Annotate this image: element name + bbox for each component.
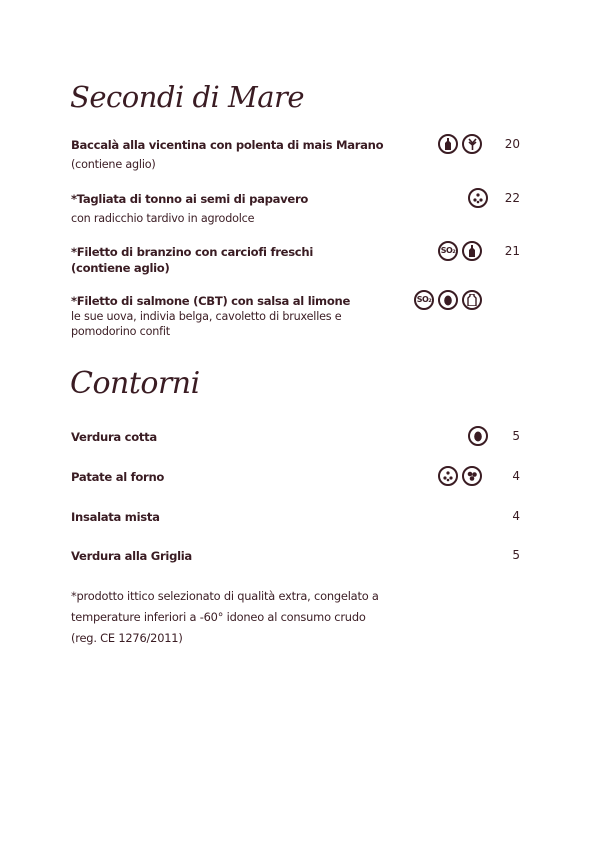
footnote: *prodotto ittico selezionato di qualità extra, congelato a temperature inferiori a -60° idoneo al consumo crudo (reg. CE 1276/2011)	[71, 589, 379, 645]
dish-name: *Tagliata di tonno ai semi di papavero	[71, 192, 309, 206]
egg-icon	[468, 426, 488, 446]
sulphites-icon: SO₂	[414, 290, 434, 310]
sesame-icon	[438, 466, 458, 486]
bottle-icon	[462, 241, 482, 261]
sulphites-icon: SO₂	[438, 241, 458, 261]
dish-note: (contiene aglio)	[71, 158, 156, 171]
bottle-icon	[438, 134, 458, 154]
price: 4	[512, 509, 520, 523]
allergen-icons	[468, 426, 488, 446]
dish-verdura-cotta	[71, 429, 157, 445]
dish-baccala	[71, 137, 383, 173]
price: 5	[512, 429, 520, 443]
price: 20	[504, 137, 520, 151]
price: 21	[504, 244, 520, 258]
allergen-icons	[468, 188, 488, 208]
dish-name: *Filetto di salmone (CBT) con salsa al limone	[71, 294, 351, 308]
nuts-icon	[462, 466, 482, 486]
dish-note: con radicchio tardivo in agrodolce	[71, 212, 255, 225]
egg-icon	[438, 290, 458, 310]
allergen-icons	[438, 134, 482, 154]
dish-verdura-alla-griglia	[71, 548, 192, 564]
dish-name: *Filetto di branzino con carciofi freschi (contiene aglio)	[71, 245, 313, 275]
milk-icon	[462, 290, 482, 310]
sesame-icon	[468, 188, 488, 208]
allergen-icons	[438, 466, 482, 486]
dish-filetto-branzino	[71, 244, 313, 276]
dish-name: Baccalà alla vicentina con polenta di mais Marano	[71, 138, 384, 152]
price: 5	[512, 548, 520, 562]
section-title-contorni: Contorni	[70, 366, 200, 401]
price: 22	[504, 191, 520, 205]
dish-name: Insalata mista	[71, 510, 160, 524]
section-title-secondi-di-mare: Secondi di Mare	[70, 80, 305, 114]
allergen-icons	[414, 290, 482, 310]
dish-name: Patate al forno	[71, 470, 165, 484]
celery-icon	[462, 134, 482, 154]
dish-filetto-salmone	[71, 293, 350, 339]
allergen-icons	[438, 241, 482, 261]
price: 4	[512, 469, 520, 483]
dish-patate-al-forno	[71, 469, 164, 485]
dish-tagliata-tonno	[71, 191, 308, 227]
dish-insalata-mista	[71, 509, 160, 525]
dish-name: Verdura alla Griglia	[71, 549, 192, 563]
dish-name: Verdura cotta	[71, 430, 157, 444]
dish-note: le sue uova, indivia belga, cavoletto di bruxelles e pomodorino confit	[71, 310, 342, 338]
